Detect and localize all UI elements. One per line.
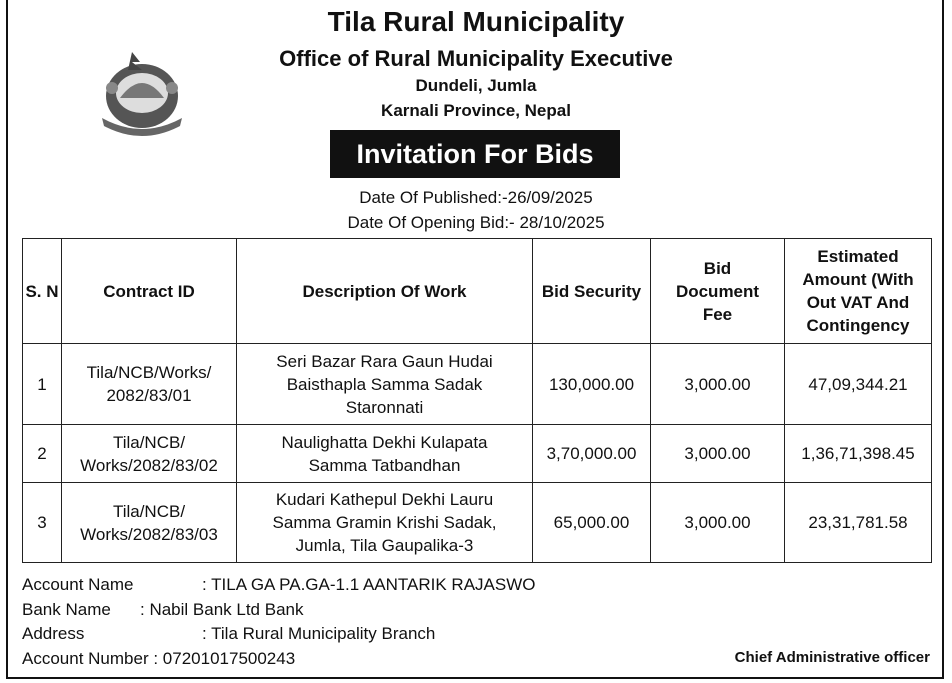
cell-description: Naulighatta Dekhi Kulapata Samma Tatbandhan	[237, 425, 533, 483]
province: Karnali Province, Nepal	[381, 101, 571, 120]
account-name-value: : TILA GA PA.GA-1.1 AANTARIK RAJASWO	[202, 575, 536, 594]
table-row	[23, 344, 932, 425]
invitation-banner: Invitation For Bids	[330, 130, 620, 178]
cell-doc-fee: 3,000.00	[651, 344, 785, 425]
cell-contract-id: Tila/NCB/Works/ 2082/83/01	[62, 344, 237, 425]
header-bid-security: Bid Security	[533, 239, 651, 344]
header-contract-id: Contract ID	[62, 239, 237, 344]
cell-sn: 2	[23, 425, 62, 483]
cell-bid-security: 3,70,000.00	[533, 425, 651, 483]
municipality-title: Tila Rural Municipality	[327, 6, 625, 37]
header-doc-fee: Bid Document Fee	[651, 239, 785, 344]
cell-bid-security: 130,000.00	[533, 344, 651, 425]
signature-title: Chief Administrative officer	[734, 649, 930, 666]
account-number-value: : 07201017500243	[153, 649, 296, 668]
cell-doc-fee: 3,000.00	[651, 483, 785, 563]
account-name-line	[22, 575, 536, 595]
address-value: : Tila Rural Municipality Branch	[202, 624, 436, 643]
table-row	[23, 425, 932, 483]
cell-estimated: 1,36,71,398.45	[785, 425, 932, 483]
table-header-row	[23, 239, 932, 344]
header-estimated: Estimated Amount (With Out VAT And Contingency	[785, 239, 932, 344]
account-number-label: Account Number	[22, 649, 149, 668]
cell-description: Seri Bazar Rara Gaun Hudai Baisthapla Samma Sadak Staronnati	[237, 344, 533, 425]
account-name-label: Account Name	[22, 575, 134, 594]
cell-description: Kudari Kathepul Dekhi Lauru Samma Gramin Krishi Sadak, Jumla, Tila Gaupalika-3	[237, 483, 533, 563]
location: Dundeli, Jumla	[415, 76, 537, 95]
bank-name-label: Bank Name	[22, 600, 111, 619]
bids-table	[22, 238, 932, 563]
header-sn: S. N	[23, 239, 62, 344]
cell-contract-id: Tila/NCB/ Works/2082/83/02	[62, 425, 237, 483]
office-name: Office of Rural Municipality Executive	[279, 46, 673, 71]
cell-estimated: 47,09,344.21	[785, 344, 932, 425]
address-line	[22, 624, 435, 644]
cell-contract-id: Tila/NCB/ Works/2082/83/03	[62, 483, 237, 563]
cell-bid-security: 65,000.00	[533, 483, 651, 563]
cell-sn: 3	[23, 483, 62, 563]
header-description: Description Of Work	[237, 239, 533, 344]
date-published: Date Of Published:-26/09/2025	[359, 188, 593, 207]
bank-name-value: : Nabil Bank Ltd Bank	[140, 600, 304, 619]
table-row	[23, 483, 932, 563]
bank-name-line	[22, 600, 303, 620]
cell-doc-fee: 3,000.00	[651, 425, 785, 483]
cell-sn: 1	[23, 344, 62, 425]
date-opening: Date Of Opening Bid:- 28/10/2025	[347, 213, 605, 232]
cell-estimated: 23,31,781.58	[785, 483, 932, 563]
address-label: Address	[22, 624, 85, 643]
account-number-line	[22, 649, 295, 669]
